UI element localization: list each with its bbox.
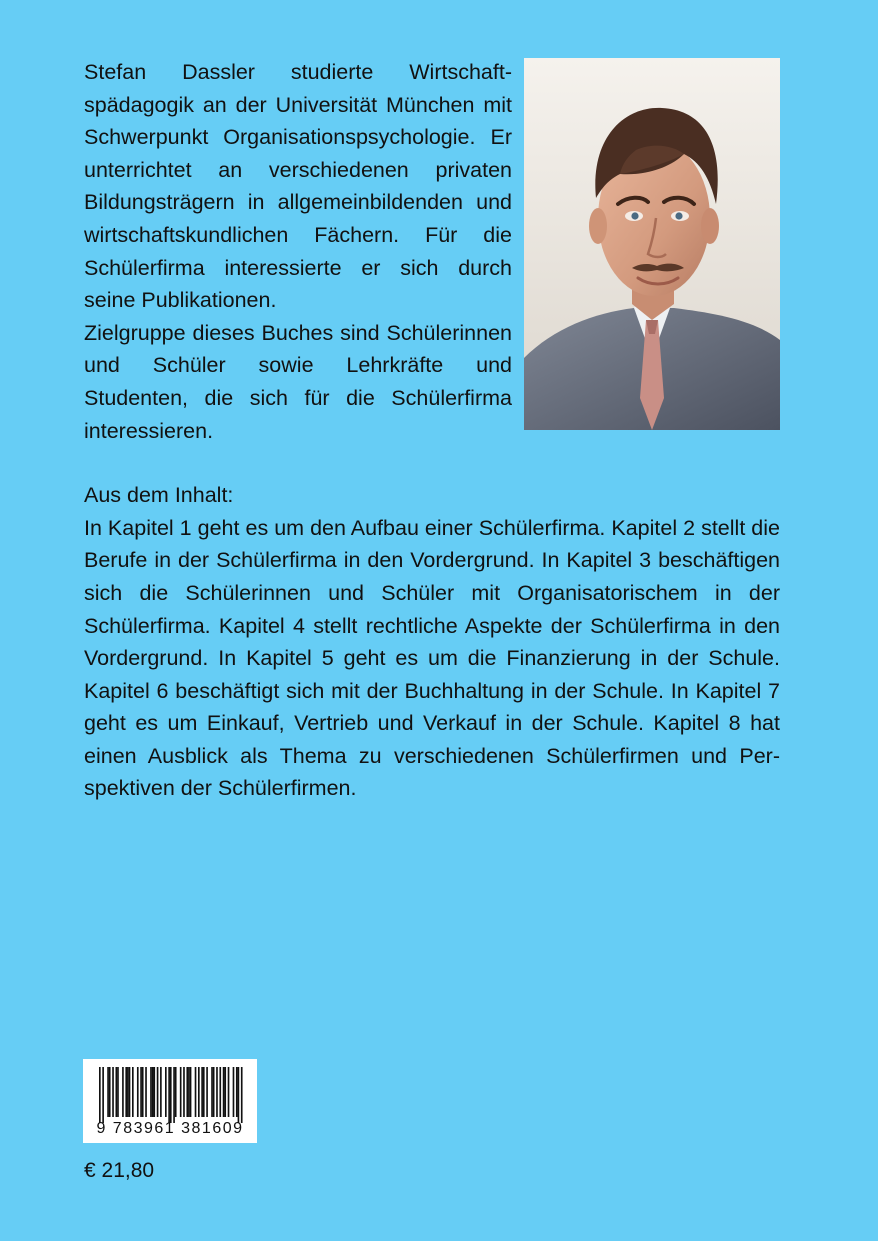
barcode-bar [241,1067,243,1123]
barcode-bar [223,1067,225,1117]
barcode-bar [203,1067,205,1117]
barcode-bar [153,1067,155,1117]
price-label: € 21,80 [84,1159,155,1182]
barcode-bar [99,1067,101,1123]
barcode-bar [175,1067,177,1117]
cover-text [84,56,780,805]
barcode-bar [198,1067,200,1117]
portrait-photo-icon [524,58,780,430]
barcode-bar [137,1067,139,1117]
barcode-bar [238,1067,240,1123]
barcode-bar [157,1067,159,1117]
barcode-bar [216,1067,218,1117]
barcode-bar [117,1067,119,1117]
author-bio: Stefan Dassler studierte Wirtschaftspädagogik an der Universität München mit Schwerpunkt Organisationspsychologie. Er unterrichtet an verschiedenen privaten Bildungsträgern in allgemeinbildenden und wirtschaftskundlichen Fächern. Für die Schülerfirma interessierte er sich durch seine Publikationen. [84,60,512,313]
barcode-bar [228,1067,230,1117]
author-photo [524,58,780,430]
isbn-digits: 9 783961 381609 [96,1120,244,1137]
barcode-bar [160,1067,162,1117]
barcode-bar [168,1067,170,1123]
barcode-bar [180,1067,182,1117]
barcode-bar [102,1067,104,1123]
barcode-bar [211,1067,213,1117]
barcode-bar [236,1067,238,1117]
barcode [83,1059,257,1143]
barcode-bar [173,1067,175,1123]
barcode-bar [127,1067,129,1117]
barcode-bar [188,1067,190,1117]
barcode-bar [195,1067,197,1117]
barcode-bar [165,1067,167,1117]
barcode-bar [142,1067,144,1117]
barcode-bar [170,1067,172,1123]
barcode-bar [145,1067,147,1117]
barcode-bar [112,1067,114,1117]
contents-heading: Aus dem Inhalt: [84,483,234,508]
barcode-bar [150,1067,152,1117]
barcode-bar [107,1067,109,1117]
barcode-bar [132,1067,134,1117]
barcode-bar [152,1067,154,1117]
barcode-bar [213,1067,215,1117]
barcode-bar [116,1067,118,1117]
barcode-bar [183,1067,185,1117]
barcode-bar [122,1067,124,1117]
barcode-bar [206,1067,208,1117]
barcode-bar [129,1067,131,1117]
barcode-bar [140,1067,142,1117]
barcode-bar [219,1067,221,1117]
barcode-bar [190,1067,192,1117]
barcode-bar [233,1067,235,1117]
target-audience: Zielgruppe dieses Buches sind Schülerinnen und Schüler sowie Lehrkräfte und Studenten, die sich für die Schülerfirma interessieren. [84,320,512,443]
barcode-bar [224,1067,226,1117]
barcode-bar [109,1067,111,1117]
barcode-bar [125,1067,127,1117]
barcode-bar [201,1067,203,1117]
contents-text: In Kapitel 1 geht es um den Aufbau einer Schülerfirma. Kapitel 2 stellt die Berufe in der Schülerfirma in den Vordergrund. In Kapitel 3 beschäftigen sich die Schülerinnen und Schüler mit Organisatorischem in der Schülerfirma. Kapitel 4 stellt rechtliche Aspekte der Schülerfirma in den Vordergrund. In Kapitel 5 geht es um die Finanzierung in der Schule. Kapitel 6 beschäftigt sich mit der Buchhaltung in der Schule. In Kapitel 7 geht es um Einkauf, Vertrieb und Verkauf in der Schule. Kapitel 8 hat einen Ausblick als Thema zu verschiedenen Schülerfirmen und Perspektiven der Schülerfirmen. [84,515,780,801]
barcode-bar [186,1067,188,1117]
